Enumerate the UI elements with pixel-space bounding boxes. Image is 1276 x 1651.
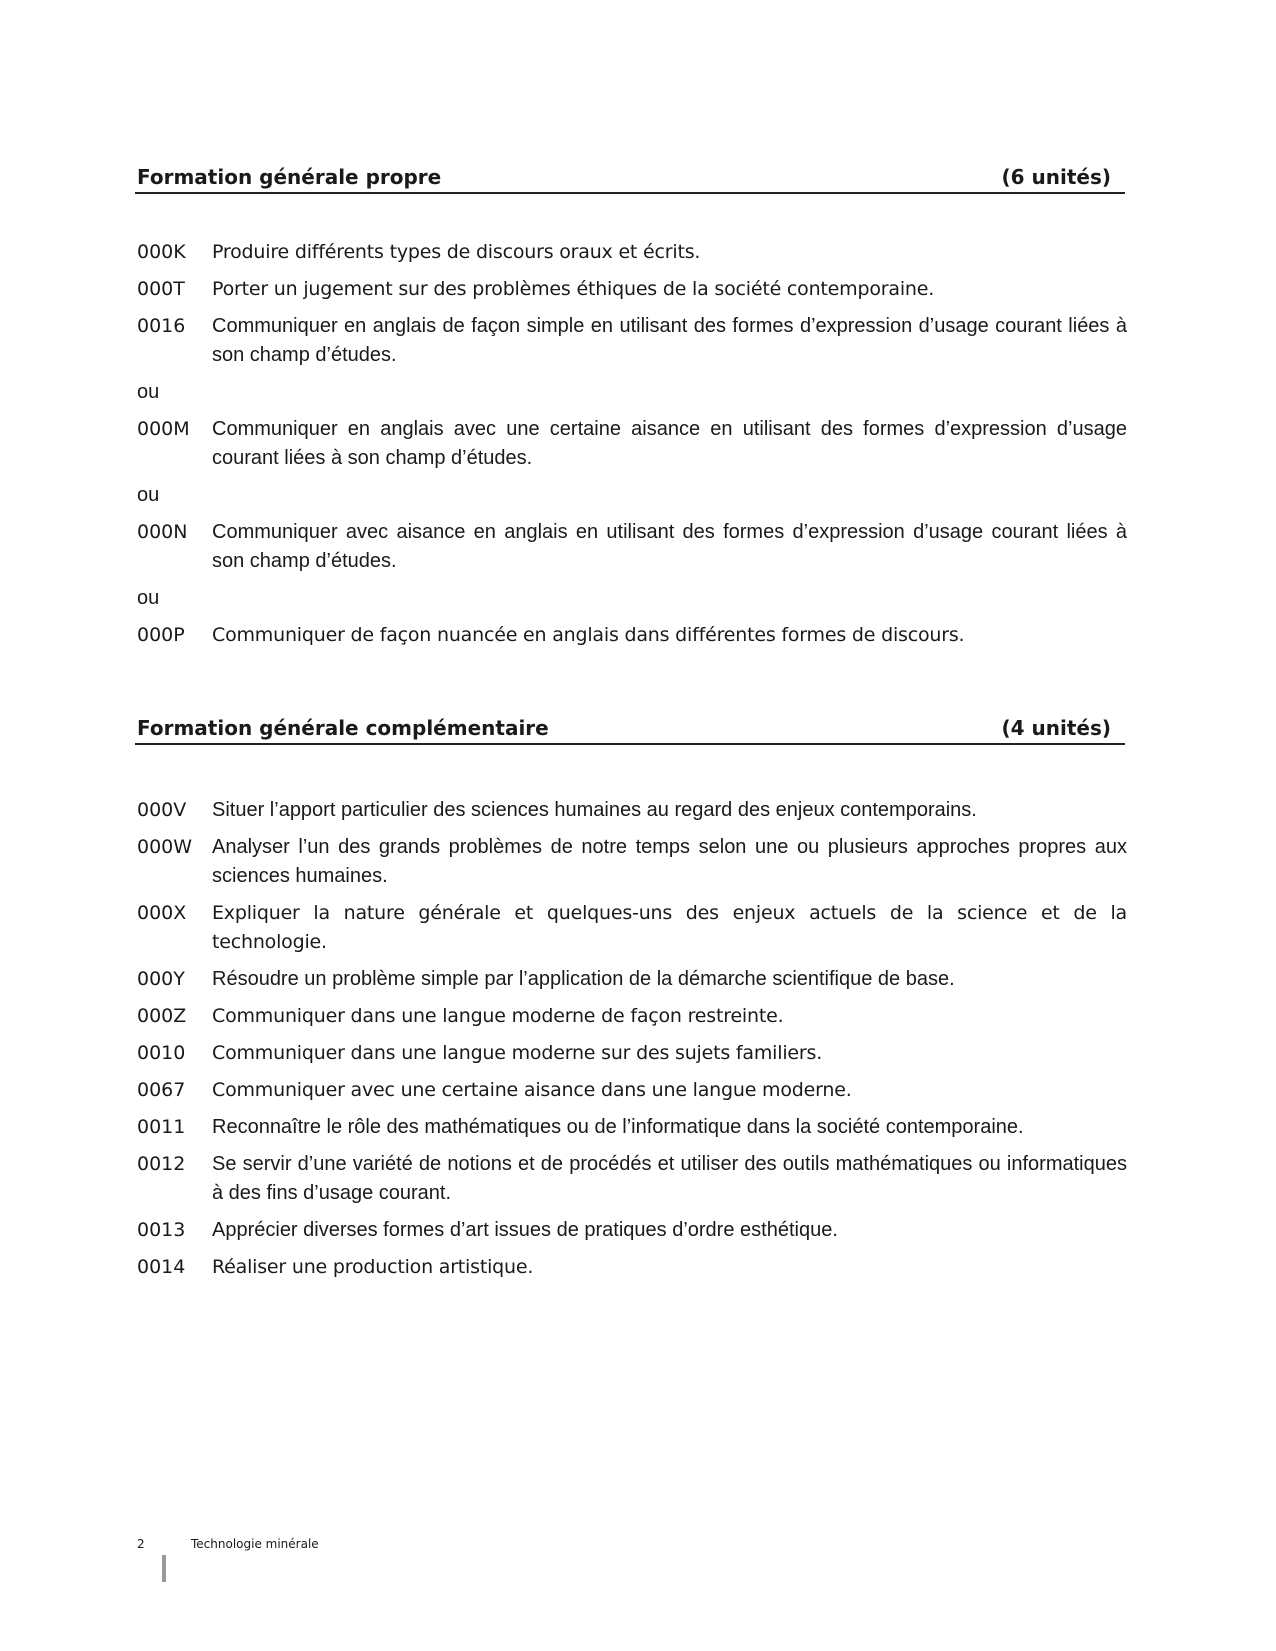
competency-text: Reconnaître le rôle des mathématiques ou de l’informatique dans la société contemporaine.	[212, 1116, 1024, 1138]
competency-code: 000X	[137, 902, 187, 924]
list-item	[137, 1216, 1127, 1245]
list-item	[137, 1039, 1127, 1068]
section-units: (4 unités)	[1001, 716, 1111, 740]
competency-list-propre	[137, 238, 1127, 658]
competency-list-complementaire	[137, 796, 1127, 1290]
competency-text: Analyser l’un des grands problèmes de notre temps selon une ou plusieurs approches propres aux sciences humaines.	[212, 836, 1127, 887]
list-item	[137, 833, 1127, 891]
competency-code: 000P	[137, 624, 185, 646]
list-item	[137, 1150, 1127, 1208]
list-item	[137, 275, 1127, 304]
competency-text: Communiquer avec aisance en anglais en utilisant des formes d’expression d’usage courant liées à son champ d’études.	[212, 521, 1127, 572]
list-item	[137, 965, 1127, 994]
competency-text: Communiquer dans une langue moderne sur des sujets familiers.	[212, 1042, 823, 1064]
competency-code: 0014	[137, 1256, 186, 1278]
competency-code: 0011	[137, 1116, 186, 1138]
document-title: Technologie minérale	[191, 1537, 319, 1551]
list-item	[137, 796, 1127, 825]
list-item	[137, 621, 1127, 650]
competency-text: Communiquer en anglais avec une certaine aisance en utilisant des formes d’expression d’usage courant liées à son champ d’études.	[212, 418, 1127, 469]
competency-code: 000W	[137, 836, 193, 858]
competency-text: Communiquer en anglais de façon simple en utilisant des formes d’expression d’usage courant liées à son champ d’études.	[212, 315, 1127, 366]
list-item	[137, 899, 1127, 957]
competency-code: 000Y	[137, 968, 185, 990]
competency-code: 000M	[137, 418, 190, 440]
or-separator: ou	[137, 381, 160, 403]
section-title: Formation générale propre	[137, 165, 442, 189]
competency-code: 0016	[137, 315, 186, 337]
competency-code: 000Z	[137, 1005, 187, 1027]
competency-code: 000K	[137, 241, 186, 263]
competency-code: 000T	[137, 278, 185, 300]
competency-text: Communiquer dans une langue moderne de façon restreinte.	[212, 1005, 784, 1027]
list-item	[137, 1002, 1127, 1031]
competency-text: Expliquer la nature générale et quelques-uns des enjeux actuels de la science et de la technologie.	[212, 902, 1127, 953]
competency-code: 0013	[137, 1219, 186, 1241]
list-item	[137, 1076, 1127, 1105]
competency-text: Communiquer de façon nuancée en anglais dans différentes formes de discours.	[212, 624, 965, 646]
competency-text: Se servir d’une variété de notions et de procédés et utiliser des outils mathématiques ou informatiques à des fins d’usage courant.	[212, 1153, 1127, 1204]
competency-code: 000V	[137, 799, 187, 821]
section-header-complementaire	[135, 713, 1125, 745]
competency-text: Produire différents types de discours oraux et écrits.	[212, 241, 701, 263]
section-title: Formation générale complémentaire	[137, 716, 549, 740]
list-item	[137, 518, 1127, 576]
list-item	[137, 1113, 1127, 1142]
list-item	[137, 1253, 1127, 1282]
competency-text: Communiquer avec une certaine aisance dans une langue moderne.	[212, 1079, 852, 1101]
competency-code: 0067	[137, 1079, 186, 1101]
competency-text: Résoudre un problème simple par l’application de la démarche scientifique de base.	[212, 968, 955, 990]
competency-code: 000N	[137, 521, 188, 543]
section-header-propre	[135, 162, 1125, 194]
competency-text: Situer l’apport particulier des sciences humaines au regard des enjeux contemporains.	[212, 799, 977, 821]
list-item	[137, 238, 1127, 267]
competency-text: Réaliser une production artistique.	[212, 1256, 534, 1278]
list-item	[137, 415, 1127, 473]
list-item	[137, 312, 1127, 370]
footer-divider	[162, 1555, 166, 1582]
section-units: (6 unités)	[1001, 165, 1111, 189]
page-number: 2	[137, 1537, 145, 1551]
competency-text: Porter un jugement sur des problèmes éthiques de la société contemporaine.	[212, 278, 935, 300]
competency-text: Apprécier diverses formes d’art issues de pratiques d’ordre esthétique.	[212, 1219, 838, 1241]
competency-code: 0012	[137, 1153, 186, 1175]
or-separator: ou	[137, 587, 160, 609]
or-separator: ou	[137, 484, 160, 506]
competency-code: 0010	[137, 1042, 186, 1064]
